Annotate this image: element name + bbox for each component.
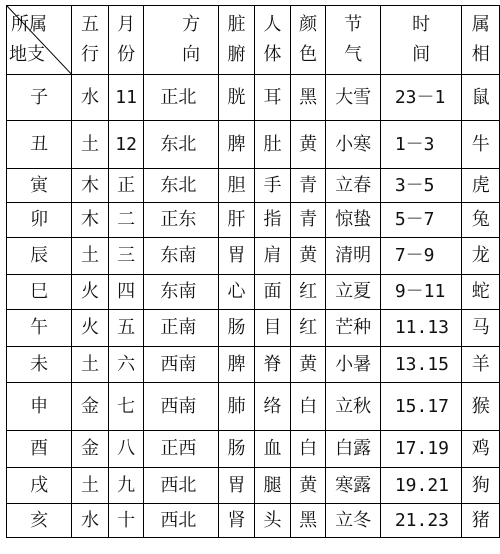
earthly-branches-table [6,5,500,538]
table-row [7,504,500,538]
cell-wuxing: 木 [72,203,109,238]
cell-wuxing: 土 [72,121,109,169]
cell-wuxing: 水 [72,504,109,538]
cell-zodiac: 马 [462,310,500,347]
cell-color: 白 [290,431,326,468]
cell-body: 面 [255,275,291,310]
cell-direction: 西南 [144,383,218,431]
cell-time: 9－11 [380,275,462,310]
cell-wuxing: 火 [72,275,109,310]
cell-color: 青 [290,169,326,203]
header-organ: 脏 腑 [218,6,255,75]
cell-solar-term: 白露 [326,431,381,468]
cell-month: 十 [108,504,144,538]
cell-wuxing: 金 [72,383,109,431]
cell-solar-term: 小暑 [326,347,381,383]
cell-body: 络 [255,383,291,431]
cell-month: 六 [108,347,144,383]
cell-branch: 戌 [7,468,72,504]
cell-zodiac: 兔 [462,203,500,238]
zodiac-table-container [6,5,500,538]
cell-direction: 东南 [144,275,218,310]
cell-body: 腿 [255,468,291,504]
cell-direction: 正西 [144,431,218,468]
cell-month: 九 [108,468,144,504]
cell-organ: 胱 [218,75,255,121]
cell-organ: 胃 [218,468,255,504]
cell-body: 脊 [255,347,291,383]
cell-organ: 胃 [218,238,255,275]
cell-body: 指 [255,203,291,238]
cell-time: 13.15 [380,347,462,383]
cell-zodiac: 龙 [462,238,500,275]
cell-direction: 西南 [144,347,218,383]
cell-direction: 东南 [144,238,218,275]
cell-month: 二 [108,203,144,238]
cell-zodiac: 牛 [462,121,500,169]
cell-direction: 东北 [144,169,218,203]
header-row [7,6,500,75]
cell-direction: 西北 [144,504,218,538]
cell-time: 15.17 [380,383,462,431]
table-row [7,431,500,468]
cell-direction: 西北 [144,468,218,504]
cell-branch: 巳 [7,275,72,310]
cell-branch: 午 [7,310,72,347]
corner-header-bottom: 地支 [9,44,45,65]
table-row [7,310,500,347]
cell-time: 17.19 [380,431,462,468]
cell-branch: 寅 [7,169,72,203]
cell-solar-term: 大雪 [326,75,381,121]
cell-time: 23－1 [380,75,462,121]
cell-month: 11 [108,75,144,121]
cell-branch: 卯 [7,203,72,238]
header-zodiac: 属 相 [462,6,500,75]
cell-time: 11.13 [380,310,462,347]
table-row [7,275,500,310]
table-row [7,383,500,431]
cell-color: 白 [290,383,326,431]
cell-color: 黄 [290,238,326,275]
table-row [7,203,500,238]
cell-body: 血 [255,431,291,468]
cell-month: 正 [108,169,144,203]
cell-month: 三 [108,238,144,275]
cell-color: 黑 [290,75,326,121]
cell-direction: 东北 [144,121,218,169]
table-row [7,238,500,275]
cell-color: 红 [290,310,326,347]
cell-month: 12 [108,121,144,169]
cell-direction: 正北 [144,75,218,121]
cell-organ: 肠 [218,431,255,468]
cell-body: 肚 [255,121,291,169]
cell-zodiac: 狗 [462,468,500,504]
cell-solar-term: 清明 [326,238,381,275]
cell-solar-term: 寒露 [326,468,381,504]
cell-wuxing: 水 [72,75,109,121]
cell-branch: 申 [7,383,72,431]
cell-organ: 心 [218,275,255,310]
cell-time: 5－7 [380,203,462,238]
header-month: 月 份 [108,6,144,75]
cell-organ: 肾 [218,504,255,538]
corner-header-top: 所属 [11,14,47,35]
cell-wuxing: 金 [72,431,109,468]
cell-organ: 脾 [218,347,255,383]
cell-wuxing: 土 [72,468,109,504]
cell-organ: 肝 [218,203,255,238]
cell-month: 四 [108,275,144,310]
cell-solar-term: 芒种 [326,310,381,347]
header-body: 人 体 [255,6,291,75]
cell-color: 青 [290,203,326,238]
cell-zodiac: 猪 [462,504,500,538]
cell-solar-term: 小寒 [326,121,381,169]
cell-organ: 肠 [218,310,255,347]
header-color: 颜 色 [290,6,326,75]
corner-header-cell [7,6,72,75]
cell-solar-term: 立夏 [326,275,381,310]
cell-time: 7－9 [380,238,462,275]
cell-direction: 正南 [144,310,218,347]
header-solar-term: 节 气 [326,6,381,75]
cell-branch: 亥 [7,504,72,538]
cell-color: 红 [290,275,326,310]
cell-branch: 辰 [7,238,72,275]
cell-time: 3－5 [380,169,462,203]
cell-zodiac: 鸡 [462,431,500,468]
cell-color: 黄 [290,468,326,504]
cell-organ: 胆 [218,169,255,203]
cell-organ: 脾 [218,121,255,169]
header-wuxing: 五 行 [72,6,109,75]
cell-body: 肩 [255,238,291,275]
cell-month: 七 [108,383,144,431]
table-row [7,169,500,203]
cell-solar-term: 立秋 [326,383,381,431]
cell-month: 八 [108,431,144,468]
cell-wuxing: 火 [72,310,109,347]
cell-solar-term: 立春 [326,169,381,203]
cell-wuxing: 木 [72,169,109,203]
cell-direction: 正东 [144,203,218,238]
cell-body: 目 [255,310,291,347]
cell-branch: 丑 [7,121,72,169]
cell-organ: 肺 [218,383,255,431]
diagonal-divider [7,6,71,74]
cell-wuxing: 土 [72,347,109,383]
header-time: 时 间 [380,6,462,75]
cell-wuxing: 土 [72,238,109,275]
cell-zodiac: 蛇 [462,275,500,310]
table-row [7,468,500,504]
table-row [7,121,500,169]
cell-month: 五 [108,310,144,347]
cell-branch: 酉 [7,431,72,468]
cell-zodiac: 鼠 [462,75,500,121]
cell-time: 1－3 [380,121,462,169]
cell-color: 黄 [290,121,326,169]
cell-body: 手 [255,169,291,203]
cell-zodiac: 虎 [462,169,500,203]
cell-color: 黄 [290,347,326,383]
cell-body: 头 [255,504,291,538]
header-direction: 方 向 [144,6,218,75]
cell-branch: 未 [7,347,72,383]
cell-zodiac: 羊 [462,347,500,383]
cell-body: 耳 [255,75,291,121]
cell-branch: 子 [7,75,72,121]
table-row [7,347,500,383]
cell-solar-term: 惊蛰 [326,203,381,238]
cell-time: 21.23 [380,504,462,538]
cell-zodiac: 猴 [462,383,500,431]
cell-time: 19.21 [380,468,462,504]
cell-solar-term: 立冬 [326,504,381,538]
table-row [7,75,500,121]
cell-color: 黑 [290,504,326,538]
